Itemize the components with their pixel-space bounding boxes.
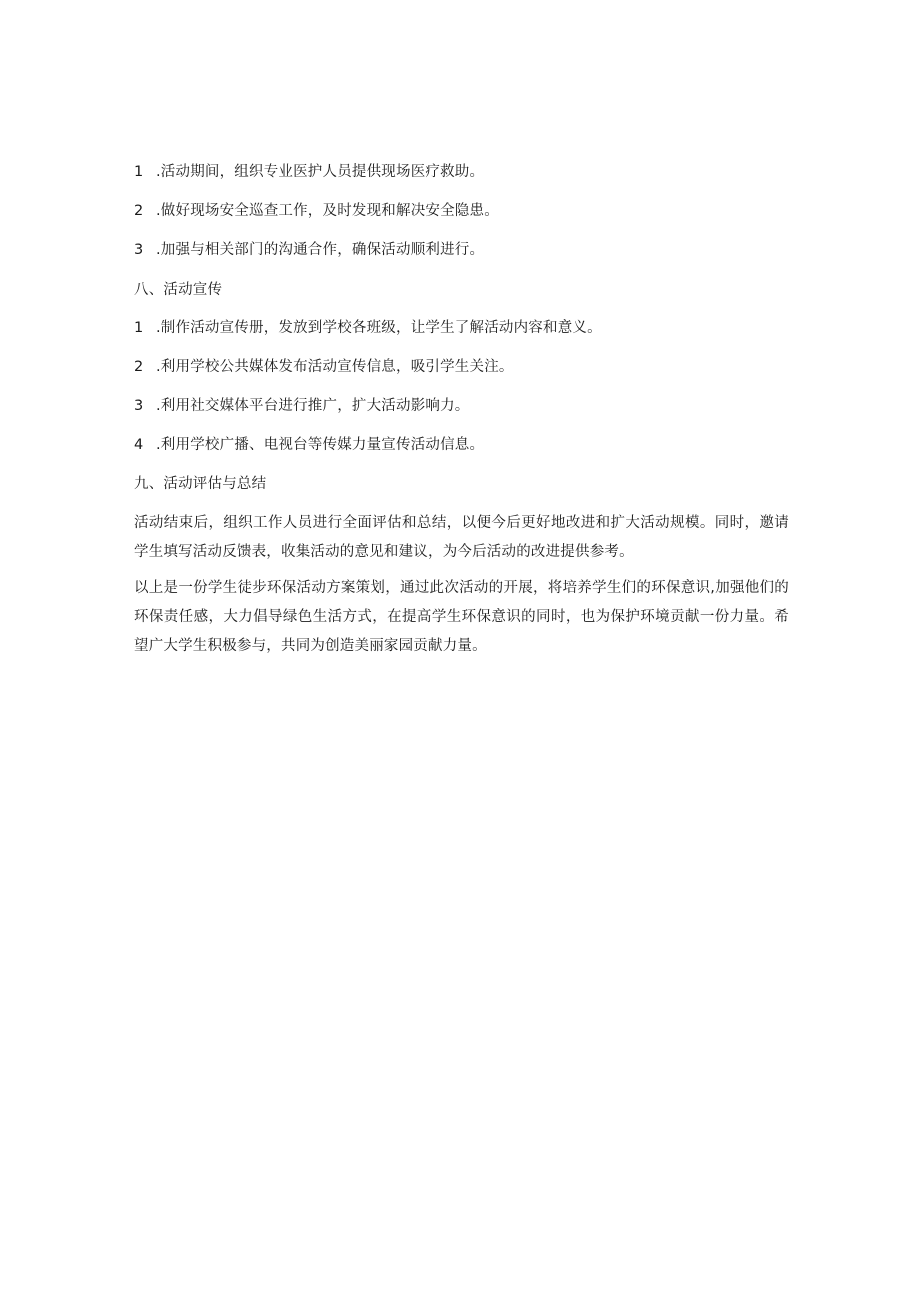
evaluation-paragraph: 活动结束后，组织工作人员进行全面评估和总结，以便今后更好地改进和扩大活动规模。同时，邀请学生填写活动反馈表，收集活动的意见和建议，为今后活动的改进提供参考。 (134, 515, 789, 560)
conclusion-paragraph: 以上是一份学生徒步环保活动方案策划，通过此次活动的开展，将培养学生们的环保意识,加强他们的环保责任感，大力倡导绿色生活方式，在提高学生环保意识的同时，也为保护环境贡献一份力量。希望广大学生积极参与，共同为创造美丽家园贡献力量。 (134, 580, 789, 654)
item-number: 2 (134, 203, 144, 219)
item-number: 3 (134, 398, 144, 414)
item-number: 1 (134, 164, 144, 180)
item-text: .制作活动宣传册，发放到学校各班级，让学生了解活动内容和意义。 (156, 320, 602, 336)
item-text: .活动期间，组织专业医护人员提供现场医疗救助。 (156, 164, 485, 180)
section-heading-publicity: 八、活动宣传 (134, 282, 223, 298)
item-text: .利用社交媒体平台进行推广，扩大活动影响力。 (156, 398, 470, 414)
item-number: 4 (134, 437, 144, 453)
item-number: 3 (134, 242, 144, 258)
item-number: 2 (134, 359, 144, 375)
section-heading-evaluation: 九、活动评估与总结 (134, 476, 267, 492)
publicity-item-4 (134, 435, 484, 455)
safety-item-3 (134, 240, 484, 260)
publicity-item-3 (134, 396, 470, 416)
item-text: .利用学校广播、电视台等传媒力量宣传活动信息。 (156, 437, 485, 453)
safety-item-2 (134, 201, 499, 221)
safety-item-1 (134, 162, 484, 182)
publicity-item-1 (134, 318, 602, 338)
item-text: .做好现场安全巡查工作，及时发现和解决安全隐患。 (156, 203, 499, 219)
item-number: 1 (134, 320, 144, 336)
publicity-item-2 (134, 357, 514, 377)
item-text: .加强与相关部门的沟通合作，确保活动顺利进行。 (156, 242, 485, 258)
item-text: .利用学校公共媒体发布活动宣传信息，吸引学生关注。 (156, 359, 514, 375)
